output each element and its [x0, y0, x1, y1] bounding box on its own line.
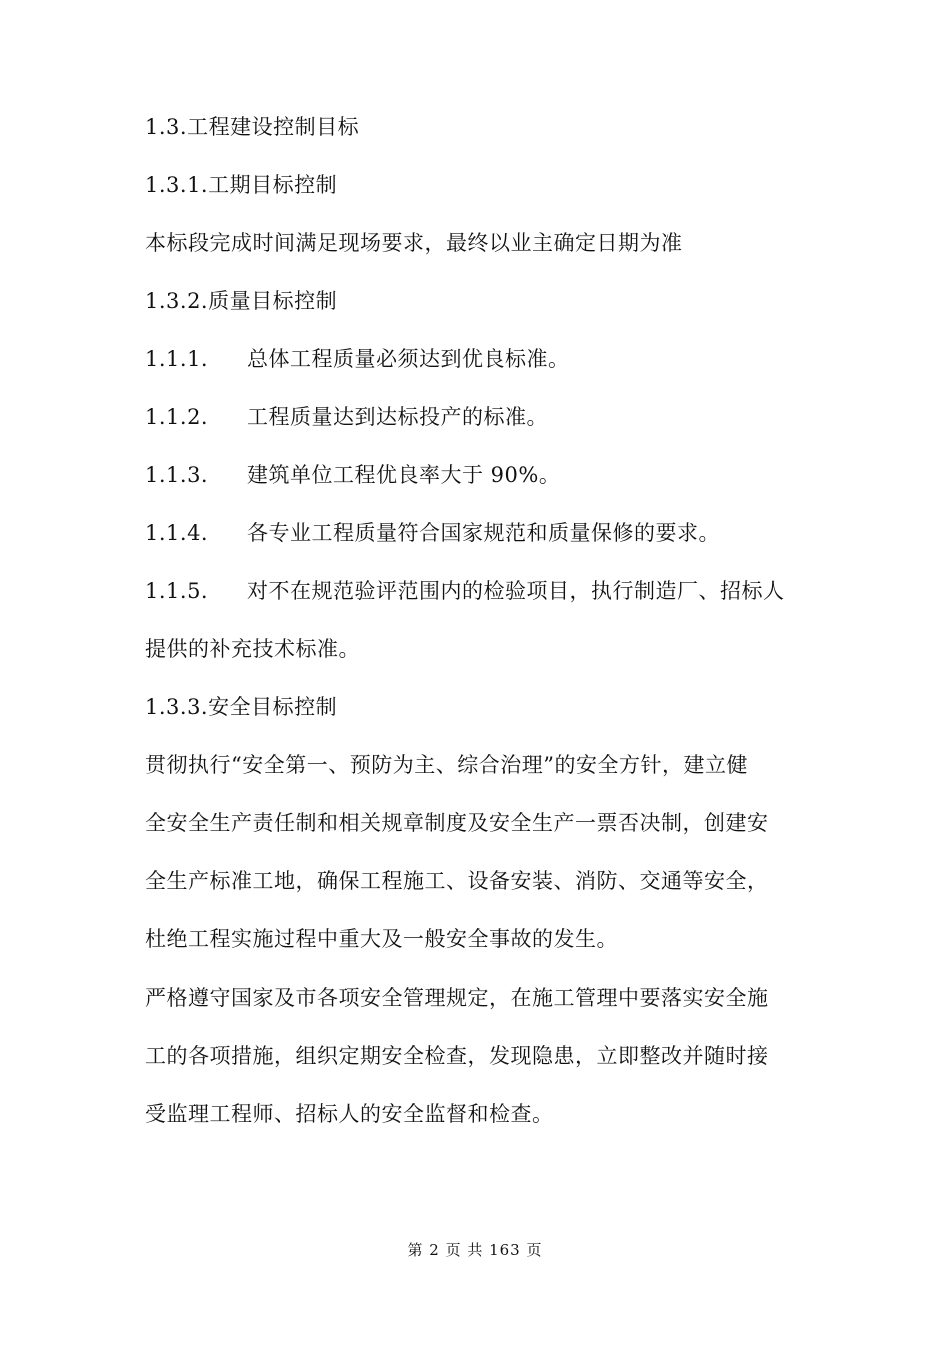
safety-paragraph-2-line-2: 工的各项措施，组织定期安全检查，发现隐患，立即整改并随时接 — [145, 1044, 769, 1068]
quality-item-number: 1.1.3. — [145, 463, 209, 487]
quality-item-number: 1.1.1. — [145, 347, 209, 371]
section-heading-1-3-3: 1.3.3.安全目标控制 — [145, 695, 338, 719]
quality-item-number: 1.1.2. — [145, 405, 209, 429]
quality-item-3 — [145, 460, 560, 490]
section-heading-1-3-2: 1.3.2.质量目标控制 — [145, 289, 338, 313]
safety-paragraph-2-line-1: 严格遵守国家及市各项安全管理规定，在施工管理中要落实安全施 — [145, 986, 769, 1010]
quality-item-5 — [145, 576, 785, 606]
section-heading-1-3: 1.3.工程建设控制目标 — [145, 115, 360, 139]
safety-paragraph-1-line-4: 杜绝工程实施过程中重大及一般安全事故的发生。 — [145, 927, 618, 951]
quality-item-text: 工程质量达到达标投产的标准。 — [247, 405, 548, 429]
safety-paragraph-2-line-3: 受监理工程师、招标人的安全监督和检查。 — [145, 1102, 554, 1126]
quality-item-text: 建筑单位工程优良率大于 90%。 — [247, 463, 561, 487]
quality-item-1 — [145, 344, 570, 374]
quality-item-2 — [145, 402, 548, 432]
quality-item-text: 对不在规范验评范围内的检验项目，执行制造厂、招标人 — [247, 579, 785, 603]
quality-item-text: 各专业工程质量符合国家规范和质量保修的要求。 — [247, 521, 720, 545]
quality-item-number: 1.1.5. — [145, 579, 209, 603]
safety-paragraph-1-line-2: 全安全生产责任制和相关规章制度及安全生产一票否决制，创建安 — [145, 811, 769, 835]
quality-item-4 — [145, 518, 720, 548]
safety-paragraph-1-line-3: 全生产标准工地，确保工程施工、设备安装、消防、交通等安全， — [145, 869, 769, 893]
page-number-footer: 第 2 页 共 163 页 — [407, 1241, 543, 1259]
quality-item-text: 总体工程质量必须达到优良标准。 — [247, 347, 570, 371]
safety-paragraph-1-line-1: 贯彻执行“安全第一、预防为主、综合治理”的安全方针，建立健 — [145, 753, 748, 777]
quality-item-5-continuation: 提供的补充技术标准。 — [145, 637, 360, 661]
schedule-text: 本标段完成时间满足现场要求，最终以业主确定日期为准 — [145, 231, 683, 255]
quality-item-number: 1.1.4. — [145, 521, 209, 545]
section-heading-1-3-1: 1.3.1.工期目标控制 — [145, 173, 338, 197]
